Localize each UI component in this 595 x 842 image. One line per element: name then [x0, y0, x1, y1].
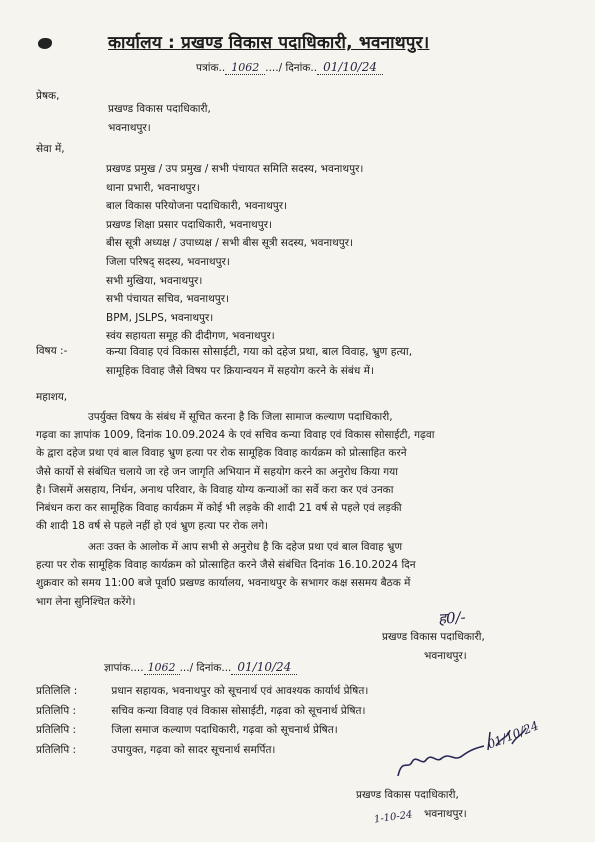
- recipient-line: थाना प्रभारी, भवनाथपुर।: [106, 181, 200, 194]
- sender-line: भवनाथपुर।: [108, 121, 151, 134]
- body-paragraph-1: [36, 408, 434, 535]
- para2-line: भाग लेना सुनिश्चित करेंगे।: [36, 595, 136, 608]
- recipient-line: बीस सूत्री अध्यक्ष / उपाध्यक्ष / सभी बीस सूत्री सदस्य, भवनाथपुर।: [106, 237, 353, 250]
- copy-row: [36, 682, 368, 702]
- ink-blot: [38, 38, 52, 49]
- recipient-line: प्रखण्ड शिक्षा प्रसार पदाधिकारी, भवनाथपुर।: [106, 218, 272, 231]
- copy-label: प्रतिलिपि :: [36, 724, 77, 737]
- initial-date: 1-10-24: [373, 809, 414, 826]
- memo-reference: ज्ञापांक.... 1062 .../ दिनांक... 01/10/24: [104, 660, 297, 675]
- sender-label: प्रेषक,: [36, 90, 60, 102]
- recipient-line: जिला परिषद् सदस्य, भवनाथपुर।: [106, 255, 230, 268]
- copy-row: [36, 741, 368, 761]
- copy-text: जिला समाज कल्याण पदाधिकारी, गढ़वा को सूचनार्थ प्रेषित।: [111, 724, 338, 737]
- recipient-line: प्रखण्ड प्रमुख / उप प्रमुख / सभी पंचायत समिति सदस्य, भवनाथपुर।: [106, 163, 364, 175]
- signature-scribble: ह0/-: [437, 608, 467, 628]
- body-paragraph-2: [36, 538, 416, 611]
- copy-label: प्रतिलिपि :: [36, 704, 77, 717]
- copy-row: [36, 702, 368, 722]
- memo-date-value: 01/10/24: [231, 660, 297, 675]
- sender-line: प्रखण्ड विकास पदाधिकारी,: [108, 103, 211, 115]
- date-label: दिनांक: [285, 62, 311, 74]
- copy-row: [36, 721, 368, 741]
- para1-line: के द्वारा दहेज प्रथा एवं बाल विवाह भ्रुण हत्या पर रोक सामूहिक विवाह कार्यक्रम को प्रोत्साहित करने: [36, 447, 407, 460]
- signature-title: प्रखण्ड विकास पदाधिकारी,: [382, 631, 485, 643]
- para1-line: गढ़वा का ज्ञापांक 1009, दिनांक 10.09.2024 के एवं सचिव कन्या विवाह एवं विकास सोसाईटी, गढ़वा: [36, 429, 435, 442]
- recipient-line: सभी पंचायत सचिव, भवनाथपुर।: [106, 293, 230, 306]
- signature-title: प्रखण्ड विकास पदाधिकारी,: [356, 789, 459, 801]
- para2-line: हत्या पर रोक सामूहिक विवाह कार्यक्रम को प्रोत्साहित करने जैसे संबंधित दिनांक 16.10.2024 दिन: [36, 559, 416, 572]
- recipients-list: [106, 160, 363, 346]
- copy-label: प्रतिलिपि :: [36, 743, 77, 756]
- signature-block-1: [382, 628, 485, 665]
- para2-line: शुक्रवार को समय 11:00 बजे पूर्वा0 प्रखण्ड कार्यालय, भवनाथपुर के सभागर कक्ष ससमय बैठक में: [36, 577, 411, 590]
- para1-line: निबंधन करा कर सामूहिक विवाह कार्यक्रम में कोई भी लड़के की शादी 21 वर्ष से पहले एवं लड़की: [36, 502, 402, 515]
- recipient-line: स्वंय सहायता समूह की दीदीगण, भवनाथपुर।: [106, 330, 275, 343]
- copy-text: सचिव कन्या विवाह एवं विकास सोसाईटी, गढ़वा को सूचनार्थ प्रेषित।: [111, 704, 366, 717]
- signature-place: भवनाथपुर।: [424, 649, 467, 662]
- recipient-line: BPM, JSLPS, भवनाथपुर।: [106, 311, 214, 324]
- para1-line: की शादी 18 वर्ष से पहले नहीं हो एवं भ्रुण हत्या पर रोक लगे।: [36, 520, 269, 533]
- salutation: महाशय,: [36, 391, 68, 403]
- patrank-value: 1062: [225, 61, 265, 75]
- para2-line: अतः उक्त के आलोक में आप सभी से अनुरोध है कि दहेज प्रथा एवं बाल विवाह भ्रुण: [88, 541, 403, 553]
- handwritten-date: 01/10/24: [485, 718, 541, 752]
- copy-text: उपायुक्त, गढ़वा को सादर सूचनार्थ समर्पित।: [111, 743, 276, 756]
- recipients-label: सेवा में,: [36, 143, 65, 155]
- para1-line: है। जिसमें असहाय, निर्धन, अनाथ परिवार, के विवाह योग्य कन्याओं का सर्वे करा कर एवं उनका: [36, 483, 394, 496]
- copies-list: [36, 682, 368, 760]
- sender-block: [108, 100, 211, 137]
- date-value: 01/10/24: [317, 60, 383, 75]
- gyapank-label: ज्ञापांक: [104, 662, 131, 674]
- office-title: कार्यालय : प्रखण्ड विकास पदाधिकारी, भवनाथपुर।: [108, 33, 430, 53]
- gyapank-value: 1062: [144, 661, 180, 675]
- memo-date-label: दिनांक: [196, 662, 222, 674]
- reference-line: पत्रांक.. 1062 ..../ दिनांक.. 01/10/24: [196, 60, 383, 75]
- patrank-label: पत्रांक: [196, 62, 219, 74]
- recipient-line: सभी मुखिया, भवनाथपुर।: [106, 274, 203, 287]
- subject-line-1: कन्या विवाह एवं विकास सोसाईटी, गया को दहेज प्रथा, बाल विवाह, भ्रुण हत्या,: [106, 345, 413, 358]
- para1-line: उपर्युक्त विषय के संबंध में सूचित करना है कि जिला सामाज कल्याण पदाधिकारी,: [88, 411, 393, 423]
- copy-label: प्रतिलिलि :: [36, 685, 78, 697]
- recipient-line: बाल विकास परियोजना पदाधिकारी, भवनाथपुर।: [106, 200, 288, 213]
- signature-place: भवनाथपुर।: [424, 807, 467, 820]
- copy-text: प्रधान सहायक, भवनाथपुर को सूचनार्थ एवं आवश्यक कार्यार्थ प्रेषित।: [111, 685, 369, 697]
- para1-line: जैसे कार्यो से संबंधित चलाये जा रहे जन जागृति अभियान में सहयोग करने का अनुरोध किया गया: [36, 465, 398, 478]
- subject-label: विषय :-: [36, 345, 68, 357]
- subject-line-2: सामूहिक विवाह जैसे विषय पर क्रियान्वयन में सहयोग करने के संबंध में।: [106, 365, 374, 377]
